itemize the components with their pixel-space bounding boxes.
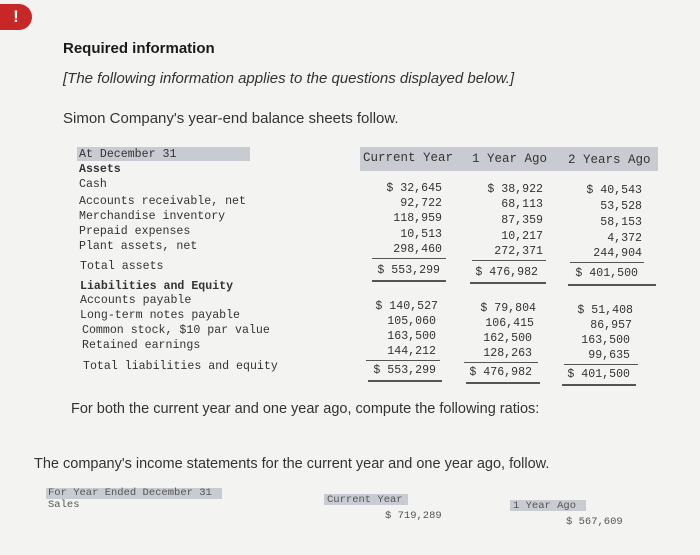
row-label: Plant assets, net — [79, 240, 198, 253]
cell-2yr: 53,528 — [600, 200, 642, 213]
total-assets-label: Total assets — [80, 260, 164, 273]
cell-current: 118,959 — [393, 212, 442, 225]
cell-1yr: 106,415 — [485, 317, 534, 330]
intro-text: Simon Company's year-end balance sheets follow. — [63, 110, 399, 127]
row-label: Common stock, $10 par value — [82, 324, 270, 337]
total-assets-2yr: $ 401,500 — [575, 267, 638, 280]
cell-current: 92,722 — [400, 197, 442, 210]
cell-current: $ 140,527 — [375, 300, 438, 313]
col-header-1yr: 1 Year Ago — [472, 152, 548, 166]
cell-2yr: 163,500 — [581, 334, 630, 347]
cell-2yr: 99,635 — [588, 349, 630, 362]
cell-2yr: 244,904 — [593, 247, 642, 260]
cell-current: 298,460 — [393, 243, 442, 256]
total-liab-1yr: $ 476,982 — [469, 366, 532, 379]
col-header-2yr: 2 Years Ago — [568, 153, 651, 167]
cell-current: 105,060 — [387, 315, 436, 328]
income-intro: The company's income statements for the current year and one year ago, follow. — [34, 456, 550, 472]
cell-1yr: 162,500 — [483, 332, 532, 345]
alert-icon: ! — [0, 4, 32, 30]
total-double-rule — [568, 284, 656, 286]
cell-2yr: 58,153 — [600, 216, 642, 229]
row-label: Cash — [79, 178, 107, 191]
cell-1yr: 128,263 — [483, 347, 532, 360]
row-label: Merchandise inventory — [79, 210, 226, 223]
total-double-rule — [368, 380, 442, 382]
total-liab-current: $ 553,299 — [373, 364, 436, 377]
subtotal-rule — [570, 262, 644, 263]
income-sales-current: $ 719,289 — [385, 510, 442, 522]
row-label: Prepaid expenses — [79, 225, 191, 238]
income-sales-1yr: $ 567,609 — [566, 516, 623, 528]
cell-2yr: 4,372 — [607, 232, 642, 245]
liabilities-title: Liabilities and Equity — [80, 280, 234, 293]
total-assets-1yr: $ 476,982 — [475, 266, 538, 279]
cell-1yr: $ 79,804 — [480, 302, 536, 315]
cell-1yr: 272,371 — [494, 245, 543, 258]
total-double-rule — [562, 384, 636, 386]
total-double-rule — [470, 282, 546, 284]
cell-2yr: $ 40,543 — [586, 184, 642, 197]
total-double-rule — [466, 382, 540, 384]
cell-current: $ 32,645 — [386, 182, 442, 195]
income-col-current: Current Year — [327, 494, 403, 506]
income-date-header: For Year Ended December 31 — [48, 487, 212, 499]
income-sales-label: Sales — [48, 499, 80, 511]
ratios-prompt: For both the current year and one year ago, compute the following ratios: — [71, 401, 540, 417]
row-label: Long-term notes payable — [80, 309, 241, 322]
total-liabilities-label: Total liabilities and equity — [83, 360, 278, 373]
subtotal-rule — [366, 360, 440, 361]
cell-current: 163,500 — [387, 330, 436, 343]
row-label: Retained earnings — [82, 339, 201, 352]
total-double-rule — [372, 280, 446, 282]
income-col-1yr: 1 Year Ago — [513, 500, 577, 512]
assets-title: Assets — [79, 163, 121, 176]
cell-2yr: 86,957 — [590, 319, 632, 332]
total-assets-current: $ 553,299 — [377, 264, 440, 277]
row-label: Accounts payable — [80, 294, 192, 307]
subtotal-rule — [472, 260, 546, 261]
cell-1yr: 68,113 — [501, 198, 543, 211]
cell-current: 10,513 — [400, 228, 442, 241]
cell-current: 144,212 — [387, 345, 436, 358]
cell-2yr: $ 51,408 — [577, 304, 633, 317]
cell-1yr: 10,217 — [501, 230, 543, 243]
cell-1yr: $ 38,922 — [487, 183, 543, 196]
col-header-current: Current Year — [363, 151, 454, 165]
subtotal-rule — [564, 364, 638, 365]
cell-1yr: 87,359 — [501, 214, 543, 227]
info-note: [The following information applies to the questions displayed below.] — [63, 70, 515, 87]
subtotal-rule — [372, 258, 446, 259]
total-liab-2yr: $ 401,500 — [567, 368, 630, 381]
balance-sheet-date-header: At December 31 — [79, 148, 177, 161]
section-title: Required information — [63, 40, 215, 57]
subtotal-rule — [464, 362, 538, 363]
row-label: Accounts receivable, net — [79, 195, 246, 208]
